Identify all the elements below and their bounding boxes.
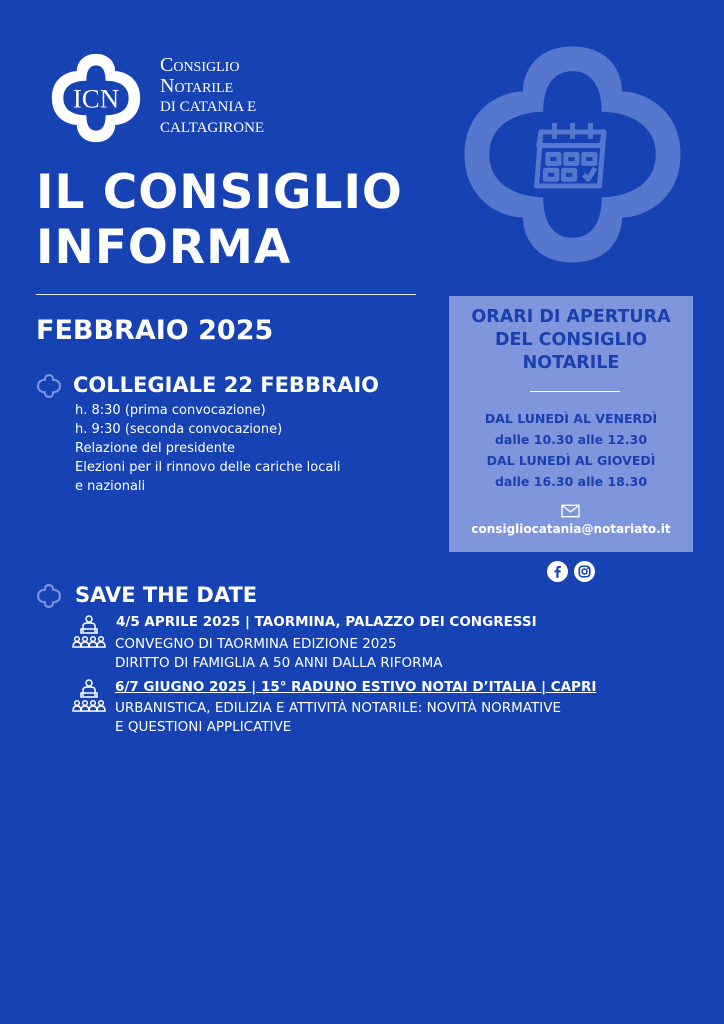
opening-hours-box	[449, 296, 693, 552]
collegiale-details	[75, 401, 395, 496]
title-line-2: INFORMA	[36, 220, 292, 275]
quatrefoil-logo-icon	[48, 50, 144, 146]
hours-schedule	[449, 408, 693, 492]
event-2-line: URBANISTICA, EDILIZIA E ATTIVITÀ NOTARILE: NOVITÀ NORMATIVE	[115, 700, 562, 716]
quatrefoil-bullet-icon	[36, 373, 62, 399]
organization-name	[160, 55, 360, 139]
event-2-description	[115, 699, 561, 737]
hours-title-line-1: ORARI DI APERTURA	[471, 307, 671, 327]
month-heading: FEBBRAIO 2025	[36, 315, 274, 346]
save-the-date-heading: SAVE THE DATE	[75, 583, 258, 607]
facebook-icon[interactable]	[547, 561, 568, 582]
hours-title-line-2: DEL CONSIGLIO	[494, 330, 648, 350]
org-line-4: CALTAGIRONE	[160, 120, 265, 136]
event-2-title[interactable]: 6/7 GIUGNO 2025 | 15° RADUNO ESTIVO NOTAI D’ITALIA | CAPRI	[115, 679, 597, 695]
hours-box-title	[449, 306, 693, 375]
collegiale-line: e nazionali	[75, 479, 146, 494]
event-1-line: CONVEGNO DI TAORMINA EDIZIONE 2025	[115, 636, 397, 652]
mail-icon	[561, 504, 580, 518]
page-title	[36, 165, 456, 275]
org-line-3: DI CATANIA E	[160, 99, 257, 115]
calendar-icon	[460, 42, 685, 267]
event-1-description	[115, 635, 442, 673]
schedule-line-2: dalle 10.30 alle 12.30	[494, 432, 648, 447]
schedule-line-4: dalle 16.30 alle 18.30	[494, 474, 648, 489]
collegiale-line: Relazione del presidente	[75, 441, 236, 456]
hours-box-divider	[530, 391, 620, 392]
conference-speaker-icon	[71, 614, 107, 650]
title-divider	[36, 294, 416, 295]
hours-title-line-3: NOTARILE	[522, 353, 620, 373]
conference-speaker-icon	[71, 678, 107, 714]
collegiale-line: h. 8:30 (prima convocazione)	[75, 403, 266, 418]
event-2-line: E QUESTIONI APPLICATIVE	[115, 719, 292, 735]
schedule-line-1: DAL LUNEDÌ AL VENERDÌ	[484, 411, 658, 426]
org-line-2: Notarile	[160, 75, 234, 97]
collegiale-heading: COLLEGIALE 22 FEBBRAIO	[73, 373, 380, 397]
instagram-icon[interactable]	[574, 561, 595, 582]
contact-email-link[interactable]: consigliocatania@notariato.it	[471, 522, 671, 536]
org-line-1: Consiglio	[160, 54, 240, 76]
event-1-title: 4/5 APRILE 2025 | TAORMINA, PALAZZO DEI CONGRESSI	[116, 614, 537, 630]
collegiale-line: Elezioni per il rinnovo delle cariche locali	[75, 460, 341, 475]
quatrefoil-bullet-icon	[36, 583, 62, 609]
schedule-line-3: DAL LUNEDÌ AL GIOVEDÌ	[486, 453, 656, 468]
event-1-line: DIRITTO DI FAMIGLIA A 50 ANNI DALLA RIFORMA	[115, 655, 443, 671]
collegiale-line: h. 9:30 (seconda convocazione)	[75, 422, 283, 437]
logo-monogram: ICN	[72, 83, 120, 114]
title-line-1: IL CONSIGLIO	[36, 165, 403, 220]
